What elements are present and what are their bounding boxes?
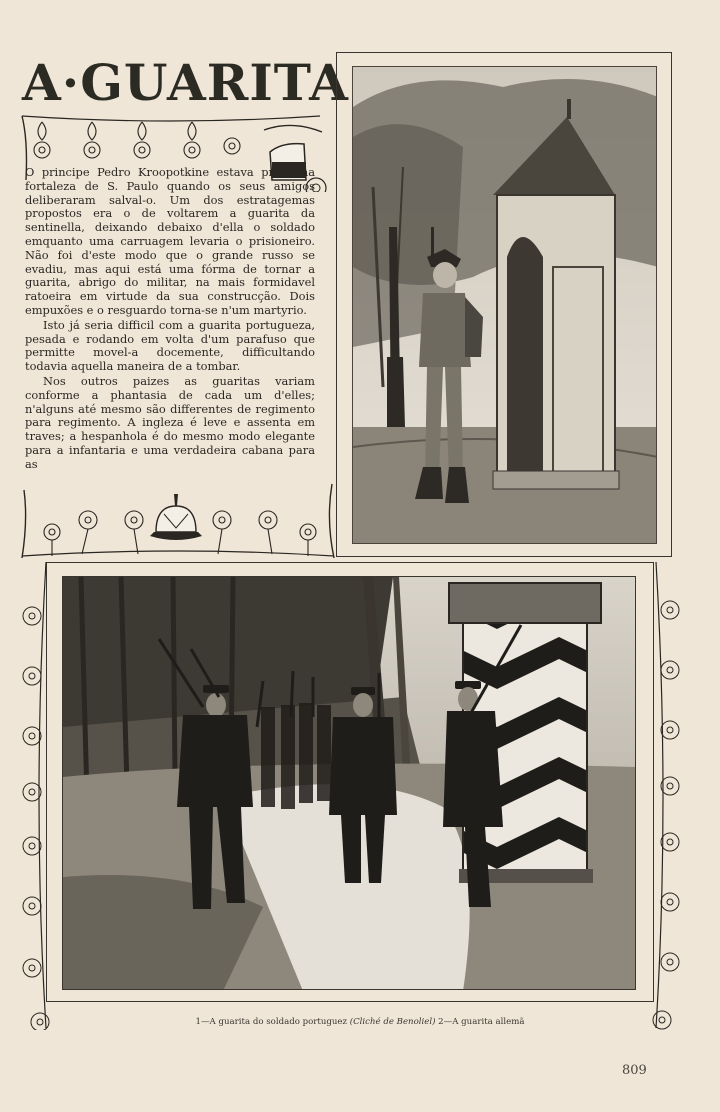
article-paragraph: Isto já seria difficil com a guarita portugueza, pesada e rodando em volta d'um parafuso que permitte movel-a docemente, difficultando todavia aquella maneira de a tombar. — [25, 317, 315, 374]
caption-credit: (Cliché de Benoliel) — [349, 1017, 436, 1027]
caption-part-2: 2—A guarita allemã — [435, 1017, 525, 1027]
page-title: A·GUARITA — [22, 53, 349, 112]
article-body — [25, 166, 315, 473]
pickelhaube-helmet-icon — [146, 492, 206, 552]
flower-ornament-left — [12, 560, 52, 1030]
photo-german-sentry-box — [62, 576, 636, 990]
photo-portuguese-sentry-box — [352, 66, 657, 544]
article-paragraph: O principe Pedro Kroopotkine estava preso na fortaleza de S. Paulo quando os seus amigos deliberaram salval-o. Um dos estratagemas propostos era o de voltarem a guarita da sentinella, deixando debaixo d'ella o soldado emquanto uma carruagem levaria o prisioneiro. Não foi d'este modo que o grande russo se evadiu, mas aqui está uma fórma de tornar a guarita, abrigo do militar, na mais formidavel ratoeira em virtude da sua construcção. Dois empuxões e o resguardo torna-se n'um martyrio. — [25, 165, 315, 317]
article-paragraph: Nos outros paizes as guaritas variam conforme a phantasia de cada um d'elles; n'alguns até mesmo são differentes de regimento para regimento. A ingleza é leve e assenta em traves; a hespanhola é do mesmo modo elegante para a infantaria e uma verdadeira cabana para as — [25, 373, 315, 471]
photo-caption — [0, 1017, 720, 1027]
caption-part-1: 1—A guarita do soldado portuguez — [195, 1017, 350, 1027]
flower-ornament-right — [650, 560, 690, 1030]
page-number: 809 — [622, 1063, 647, 1078]
